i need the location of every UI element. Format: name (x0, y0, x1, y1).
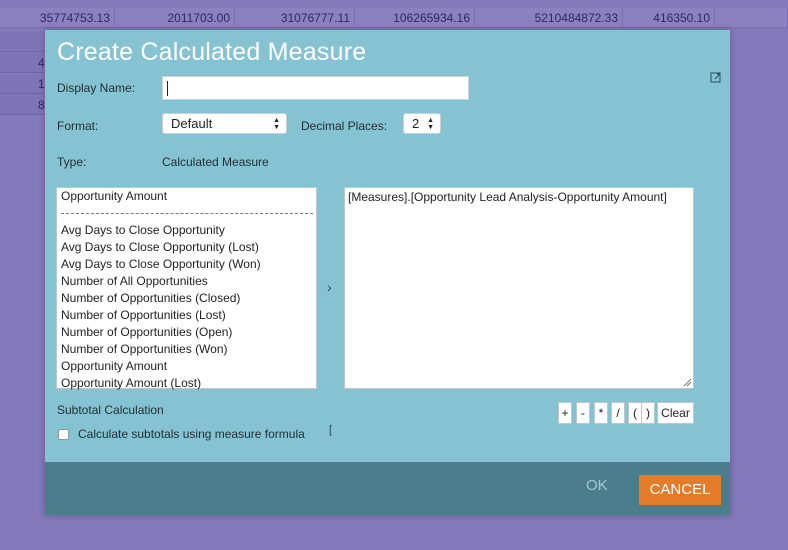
subtotal-calculation-heading: Subtotal Calculation (57, 403, 164, 417)
decimal-places-value: 2 (412, 116, 420, 131)
subtotal-checkbox[interactable] (58, 429, 69, 440)
sheet-cell (715, 8, 788, 28)
resize-grip-icon[interactable] (684, 379, 691, 386)
sheet-cell: 416350.10 (623, 8, 715, 28)
sheet-cell: 35774753.13 (0, 8, 115, 28)
create-calculated-measure-dialog (45, 30, 730, 515)
dialog-title: Create Calculated Measure (57, 38, 367, 66)
multiply-button[interactable]: * (594, 402, 608, 424)
sheet-cell: 5210484872.33 (475, 8, 623, 28)
list-item[interactable]: Number of Opportunities (Closed) (61, 291, 241, 305)
ok-button[interactable]: OK (586, 477, 608, 494)
plus-button[interactable]: + (558, 402, 572, 424)
sheet-row-header (0, 32, 44, 52)
minus-button[interactable]: - (576, 402, 590, 424)
select-arrows-icon: ▲ ▼ (273, 117, 280, 131)
type-value: Calculated Measure (162, 155, 269, 169)
open-paren-button[interactable]: ( (628, 402, 642, 424)
format-select-value: Default (171, 116, 213, 131)
select-arrows-icon: ▲ ▼ (427, 117, 434, 131)
text-caret (167, 81, 168, 96)
subtotal-checkbox-label[interactable]: Calculate subtotals using measure formula (78, 427, 305, 441)
sheet-row-header: 8 (0, 95, 44, 115)
list-item[interactable]: Avg Days to Close Opportunity (61, 223, 225, 237)
display-name-label: Display Name: (57, 81, 136, 95)
sheet-row-header: 1 (0, 74, 44, 94)
format-label: Format: (57, 119, 99, 133)
list-item[interactable]: Number of Opportunities (Won) (61, 342, 228, 356)
sheet-row-header: 4 (0, 53, 44, 73)
formula-text: [Measures].[Opportunity Lead Analysis-Opportunity Amount] (348, 190, 667, 204)
display-name-input[interactable] (162, 76, 469, 100)
close-paren-button[interactable]: ) (641, 402, 655, 424)
list-item[interactable]: Number of Opportunities (Open) (61, 325, 233, 339)
dialog-footer (45, 462, 730, 515)
list-separator (61, 205, 313, 214)
clear-button[interactable]: Clear (657, 402, 694, 424)
sheet-cell: 31076777.11 (235, 8, 355, 28)
bracket-glyph: [ (329, 424, 333, 436)
list-item[interactable]: Avg Days to Close Opportunity (Lost) (61, 240, 259, 254)
list-item[interactable]: Opportunity Amount (61, 359, 168, 373)
measures-list[interactable] (56, 187, 317, 389)
cancel-button[interactable]: CANCEL (639, 475, 721, 505)
divide-button[interactable]: / (611, 402, 625, 424)
type-label: Type: (57, 155, 87, 169)
format-select[interactable] (162, 113, 287, 134)
add-measure-arrow-icon[interactable]: › (327, 279, 332, 295)
formula-textarea[interactable] (344, 187, 694, 389)
decimal-places-label: Decimal Places: (301, 119, 388, 133)
list-item[interactable]: Number of Opportunities (Lost) (61, 308, 226, 322)
sheet-cell: 106265934.16 (355, 8, 475, 28)
list-item[interactable]: Opportunity Amount (61, 189, 168, 203)
list-item[interactable]: Number of All Opportunities (61, 274, 208, 288)
popout-icon[interactable] (710, 72, 722, 84)
sheet-cell: 2011703.00 (115, 8, 235, 28)
list-item[interactable]: Opportunity Amount (Lost) (61, 376, 202, 390)
list-item[interactable]: Avg Days to Close Opportunity (Won) (61, 257, 261, 271)
sheet-row (0, 8, 788, 28)
decimal-places-select[interactable] (403, 113, 441, 134)
